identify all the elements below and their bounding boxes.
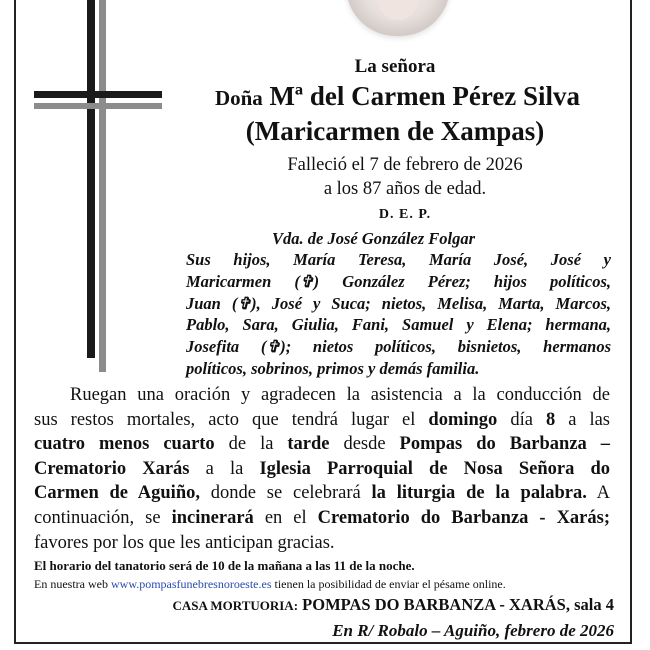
- details-emphasis: 8: [545, 409, 556, 430]
- details-text: continuación, se: [34, 507, 172, 528]
- cross-horizontal-gray: [34, 103, 162, 109]
- details-text: desde: [329, 434, 400, 455]
- web-suffix: tienen la posibilidad de enviar el pésame online.: [271, 577, 506, 591]
- age-at-death: a los 87 años de edad.: [323, 179, 487, 199]
- details-line: [34, 481, 610, 506]
- details-emphasis: Crematorio do Barbanza - Xarás;: [317, 507, 611, 528]
- cross-vertical-dark: [87, 0, 95, 358]
- family-line: Sus hijos, María Teresa, María José, José y: [186, 250, 611, 269]
- rip-text: D. E. P.: [378, 207, 432, 222]
- family-line: Maricarmen (✞) González Pérez; hijos políticos,: [186, 271, 611, 291]
- details-emphasis: domingo: [428, 409, 498, 430]
- family-line: Juan (✞), José y Suca; nietos, Melisa, Marta, Marcos,: [186, 293, 611, 313]
- website-link[interactable]: www.pompasfunebresnoroeste.es: [110, 577, 272, 591]
- name-main: Mª del Carmen Pérez Silva: [269, 81, 581, 111]
- intro-text: La señora: [354, 56, 436, 77]
- cross-horizontal-dark: [34, 91, 162, 98]
- details-emphasis: Pompas do Barbanza –: [399, 434, 610, 455]
- details-line: [34, 383, 610, 408]
- mortuary-value: POMPAS DO BARBANZA - XARÁS, sala 4: [302, 595, 614, 614]
- details-text: de la: [214, 434, 288, 455]
- details-line: [34, 531, 610, 556]
- cross-vertical-gray: [99, 0, 106, 372]
- photo-face: [378, 0, 418, 20]
- details-text: favores por los que les anticipan gracias.: [34, 532, 335, 553]
- death-date: Falleció el 7 de febrero de 2026: [287, 155, 523, 175]
- details-emphasis: Iglesia Parroquial de Nosa Señora do: [259, 458, 611, 479]
- widow-line: Vda. de José González Folgar: [272, 229, 476, 248]
- deceased-name: [165, 81, 630, 112]
- wake-schedule: El horario del tanatorio será de 10 de la mañana a las 11 de la noche.: [34, 558, 415, 573]
- funeral-details: [34, 383, 610, 555]
- details-text: A: [586, 483, 611, 504]
- details-emphasis: cuatro menos cuarto: [34, 434, 215, 455]
- details-text: día: [497, 409, 546, 430]
- web-prefix: En nuestra web: [34, 577, 111, 591]
- details-text: a las: [555, 409, 610, 430]
- details-line: [34, 506, 610, 531]
- condolence-note: [34, 577, 506, 592]
- details-emphasis: la liturgia de la palabra.: [371, 483, 587, 504]
- details-emphasis: Crematorio Xarás: [34, 458, 190, 479]
- details-text: en el: [253, 507, 318, 528]
- details-text: donde se celebrará: [200, 483, 372, 504]
- details-line: [34, 408, 610, 433]
- place-date: En R/ Robalo – Aguiño, febrero de 2026: [332, 621, 614, 640]
- details-emphasis: incinerará: [171, 507, 254, 528]
- family-list: [186, 249, 611, 380]
- details-line: [34, 432, 610, 457]
- deceased-nickname: (Maricarmen de Xampas): [245, 116, 545, 146]
- details-emphasis: tarde: [287, 434, 330, 455]
- family-line: Josefita (✞); nietos políticos, bisnietos, hermanos: [186, 337, 611, 357]
- family-line: políticos, sobrinos, primos y demás familia.: [186, 358, 480, 378]
- details-text: Ruegan una oración y agradecen la asistencia a la conducción de: [70, 385, 610, 405]
- details-text: a la: [189, 458, 260, 479]
- details-emphasis: Carmen de Aguiño,: [34, 483, 200, 504]
- mortuary-house: [172, 595, 614, 615]
- family-line: Pablo, Sara, Giulia, Fani, Samuel y Elena; hermana,: [186, 315, 611, 335]
- name-honorific: Doña: [214, 86, 263, 110]
- details-text: sus restos mortales, acto que tendrá lugar el: [34, 409, 429, 430]
- mortuary-label: CASA MORTUORIA:: [172, 598, 299, 613]
- details-line: [34, 457, 610, 482]
